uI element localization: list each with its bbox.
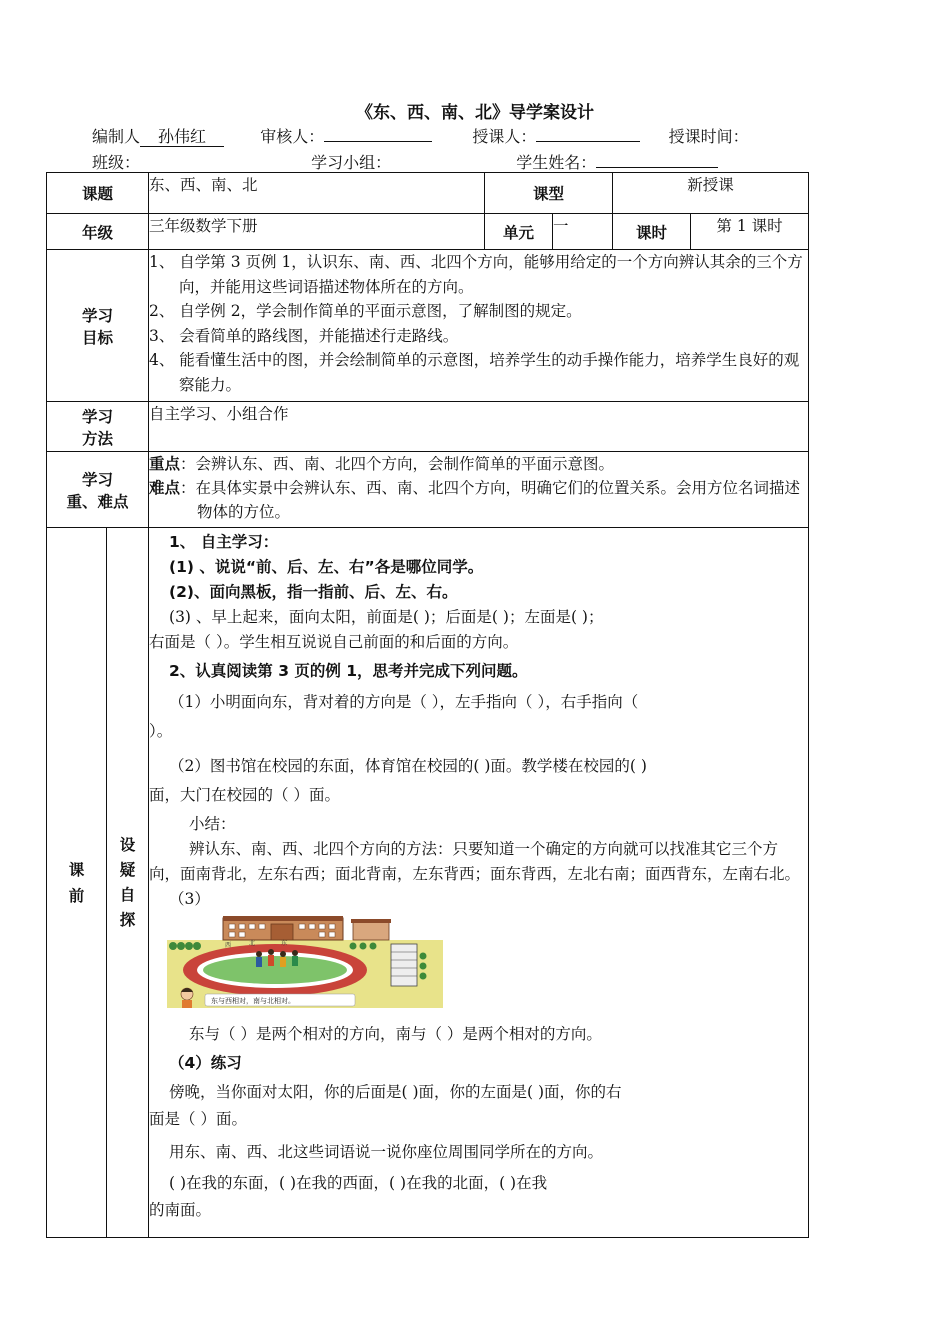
page-title: 《东、西、南、北》导学案设计 [356, 103, 594, 123]
picture-label-east: 东 [281, 940, 288, 947]
pre-class-content [149, 528, 809, 1238]
editor-name: 孙伟红 [140, 127, 224, 147]
grade-value: 三年级数学下册 [149, 214, 485, 250]
s1-q3a: (3) 、早上起来，面向太阳，前面是( )；后面是( )；左面是( )； [169, 608, 604, 626]
difficult-label: 难点 [149, 479, 181, 497]
explore-label: 设 疑 自 探 [107, 528, 149, 1238]
practice-e: 的南面。 [149, 1201, 212, 1219]
opposite-text: 东与（ ）是两个相对的方向，南与（ ）是两个相对的方向。 [189, 1025, 602, 1043]
row-goals [47, 250, 809, 402]
goals-list [149, 250, 809, 402]
student-blank [596, 151, 718, 168]
unit-value: 一 [553, 214, 613, 250]
item3-label: （3） [169, 890, 210, 908]
key-label-2: 重、难点 [66, 492, 129, 511]
key-label-1: 学习 [82, 470, 114, 489]
row-topic [47, 173, 809, 214]
method-value: 自主学习、小组合作 [149, 402, 809, 452]
header-row-1 [92, 124, 749, 147]
goal-1: 1、 自学第 3 页例 1，认识东、南、西、北四个方向，能够用给定的一个方向辨认其余的三个方向，并能用这些词语描述物体所在的方向。 [149, 253, 803, 296]
method-label-2: 方法 [82, 429, 114, 448]
s2-title: 2、认真阅读第 3 页的例 1，思考并完成下列问题。 [169, 662, 528, 680]
picture-label-north: 北 [249, 940, 256, 947]
s2-q2a: （2）图书馆在校园的东面，体育馆在校园的( )面。教学楼在校园的( ) [169, 757, 647, 775]
period-label: 课时 [613, 214, 691, 250]
time-label: 授课时间： [668, 127, 749, 146]
key-points [149, 452, 809, 528]
header-row-2 [92, 150, 718, 173]
s1-q1: (1) 、说说“前、后、左、右”各是哪位同学。 [169, 558, 484, 576]
campus-illustration [167, 916, 443, 1008]
practice-b: 面是（ ）面。 [149, 1110, 247, 1128]
unit-label: 单元 [485, 214, 553, 250]
class-label: 班级： [92, 153, 141, 172]
key-point-label: 重点 [149, 455, 181, 473]
goals-label-2: 目标 [82, 328, 114, 347]
picture-label-west: 西 [225, 942, 232, 949]
group-label: 学习小组： [311, 153, 392, 172]
s2-q1a: （1）小明面向东，背对着的方向是（ ），左手指向（ ），右手指向（ [169, 693, 639, 711]
teacher-label: 授课人： [472, 127, 537, 146]
row-grade [47, 214, 809, 250]
goal-4: 4、 能看懂生活中的图，并会绘制简单的示意图，培养学生的动手操作能力，培养学生良好的观察能力。 [149, 351, 800, 394]
topic-value: 东、西、南、北 [149, 173, 485, 214]
summary-text: 辨认东、南、西、北四个方向的方法：只要知道一个确定的方向就可以找准其它三个方向，面南背北，左东右西；面北背南，左东背西；面东背西，左北右南；面西背东，左南右北。 [149, 840, 801, 883]
period-value: 第 1 课时 [691, 214, 809, 250]
type-label: 课型 [485, 173, 613, 214]
difficult-text: ：在具体实景中会辨认东、西、南、北四个方向，明确它们的位置关系。会用方位名词描述物体的方位。 [180, 479, 801, 521]
reviewer-blank [324, 125, 432, 142]
grade-label: 年级 [47, 214, 149, 250]
reviewer-label: 审核人： [260, 127, 325, 146]
student-label: 学生姓名： [516, 153, 597, 172]
goal-3: 3、 会看简单的路线图，并能描述行走路线。 [149, 326, 459, 345]
picture-caption: 东与西相对，南与北相对。 [211, 997, 296, 1005]
goals-label-1: 学习 [82, 306, 114, 325]
editor-label: 编制人 [92, 127, 141, 146]
campus-illustration-svg [167, 916, 443, 1008]
row-method [47, 402, 809, 452]
s1-title: 1、 自主学习： [169, 533, 279, 551]
practice-a: 傍晚，当你面对太阳，你的后面是( )面，你的左面是( )面，你的右 [169, 1083, 622, 1101]
lesson-plan-table [46, 172, 809, 1238]
s2-q1b: ）。 [149, 722, 173, 740]
row-pre-class [47, 528, 809, 1238]
type-value: 新授课 [613, 173, 809, 214]
s2-q2b: 面，大门在校园的（ ）面。 [149, 786, 340, 804]
topic-label: 课题 [47, 173, 149, 214]
summary-label: 小结： [189, 815, 236, 833]
teacher-blank [536, 125, 640, 142]
s1-q3b: 右面是（ ）。学生相互说说自己前面的和后面的方向。 [149, 633, 519, 651]
practice-label: （4）练习 [169, 1054, 242, 1072]
key-point-text: ：会辨认东、西、南、北四个方向，会制作简单的平面示意图。 [180, 455, 615, 473]
s1-q2: (2)、面向黑板，指一指前、后、左、右。 [169, 583, 458, 601]
method-label-1: 学习 [82, 407, 114, 426]
practice-d: ( )在我的东面，( )在我的西面，( )在我的北面，( )在我 [169, 1174, 548, 1192]
pre-class-label: 课 前 [47, 528, 107, 1238]
practice-c: 用东、南、西、北这些词语说一说你座位周围同学所在的方向。 [169, 1143, 604, 1161]
goal-2: 2、 自学例 2，学会制作简单的平面示意图，了解制图的规定。 [149, 302, 582, 320]
row-key-points [47, 452, 809, 528]
